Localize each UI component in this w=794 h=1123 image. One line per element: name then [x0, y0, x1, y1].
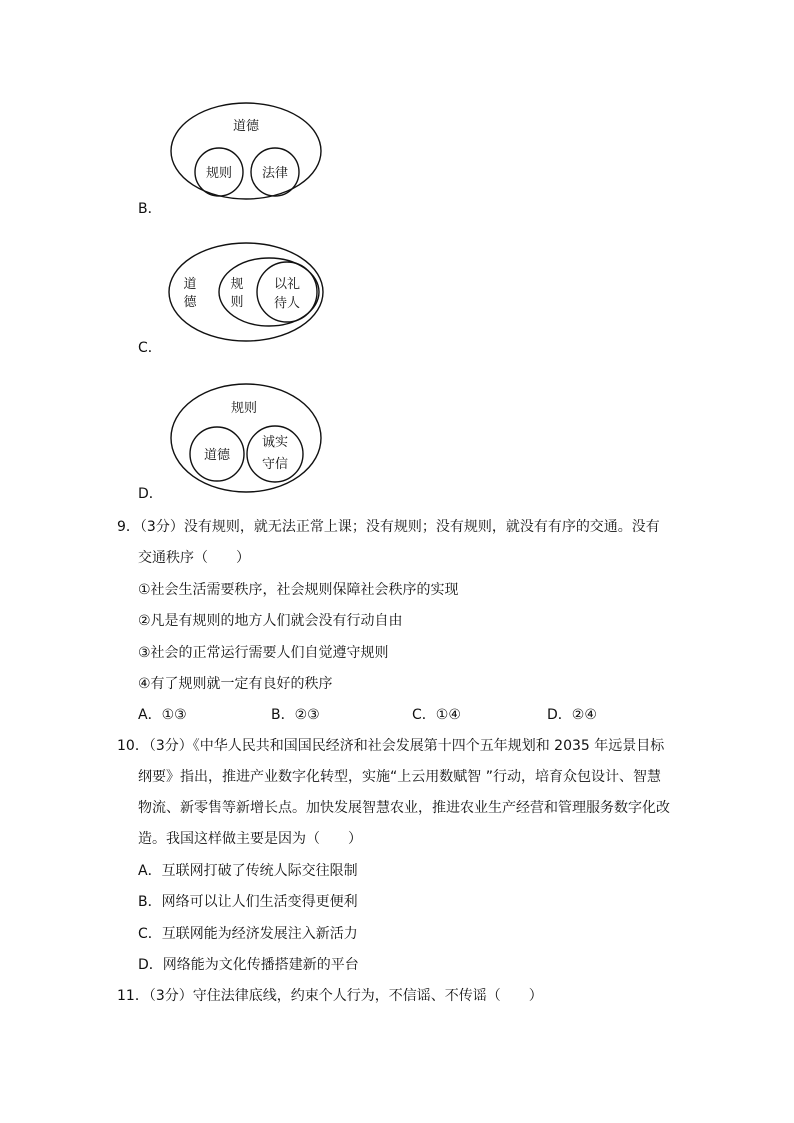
q9-choice-c[interactable]: C．①④	[412, 707, 461, 723]
q11-stem: 11．（3分）守住法律底线，约束个人行为，不信谣、不传谣（ ）	[117, 988, 543, 1004]
q10-choice-b[interactable]: B．网络可以让人们生活变得更便利	[138, 894, 358, 910]
diagram-b-left-label: 规则	[205, 166, 233, 181]
diagram-b-right-label: 法律	[261, 166, 289, 181]
option-d-label[interactable]: D．	[138, 486, 163, 502]
q9-statement-3: ③社会的正常运行需要人们自觉遵守规则	[138, 645, 389, 661]
diagram-d-right-label-2: 守信	[261, 457, 289, 472]
diagram-c	[166, 240, 326, 344]
diagram-c-outer-ellipse	[169, 243, 323, 341]
diagram-b-outer-ellipse	[171, 103, 321, 199]
q10-choice-c[interactable]: C．互联网能为经济发展注入新活力	[138, 926, 358, 942]
diagram-c-outer-label-2: 德	[183, 295, 197, 310]
q9-stem-line-1: 9．（3分）没有规则，就无法正常上课；没有规则；没有规则，就没有有序的交通。没有	[117, 519, 660, 535]
q9-stem-line-2: 交通秩序（ ）	[138, 550, 250, 566]
diagram-c-inner-circle	[257, 262, 317, 322]
q9-choice-d[interactable]: D．②④	[547, 707, 597, 723]
diagram-c-inner-label-1: 以礼	[273, 277, 301, 292]
q10-choice-a[interactable]: A．互联网打破了传统人际交往限制	[138, 863, 358, 879]
diagram-d-right-label-1: 诚实	[261, 435, 289, 450]
diagram-c-outer-label-1: 道	[183, 277, 197, 292]
q10-stem-line-4: 造。我国这样做主要是因为（ ）	[138, 831, 362, 847]
option-b-label[interactable]: B．	[138, 201, 162, 217]
diagram-b	[168, 100, 324, 202]
q9-choice-b[interactable]: B．②③	[271, 707, 320, 723]
diagram-d-outer-label: 规则	[230, 401, 258, 416]
q9-choice-a[interactable]: A．①③	[138, 707, 187, 723]
diagram-d-left-label: 道德	[203, 448, 231, 463]
option-c-label[interactable]: C．	[138, 340, 162, 356]
diagram-b-outer-label: 道德	[232, 119, 260, 134]
q10-stem-line-3: 物流、新零售等新增长点。加快发展智慧农业，推进农业生产经营和管理服务数字化改	[138, 800, 670, 816]
q9-statement-2: ②凡是有规则的地方人们就会没有行动自由	[138, 613, 403, 629]
q9-statement-4: ④有了规则就一定有良好的秩序	[138, 676, 333, 692]
q10-stem-line-2: 纲要》指出，推进产业数字化转型，实施“上云用数赋智 ”行动，培育众包设计、智慧	[138, 769, 661, 785]
q10-choice-d[interactable]: D．网络能为文化传播搭建新的平台	[138, 957, 359, 973]
diagram-c-middle-label-2: 则	[230, 295, 244, 310]
diagram-c-inner-label-2: 待人	[273, 296, 301, 311]
q10-stem-line-1: 10．（3分）《中华人民共和国国民经济和社会发展第十四个五年规划和 2035 年远景目标	[117, 738, 665, 754]
diagram-c-middle-label-1: 规	[230, 277, 244, 292]
diagram-d	[168, 380, 324, 496]
q9-statement-1: ①社会生活需要秩序，社会规则保障社会秩序的实现	[138, 582, 459, 598]
